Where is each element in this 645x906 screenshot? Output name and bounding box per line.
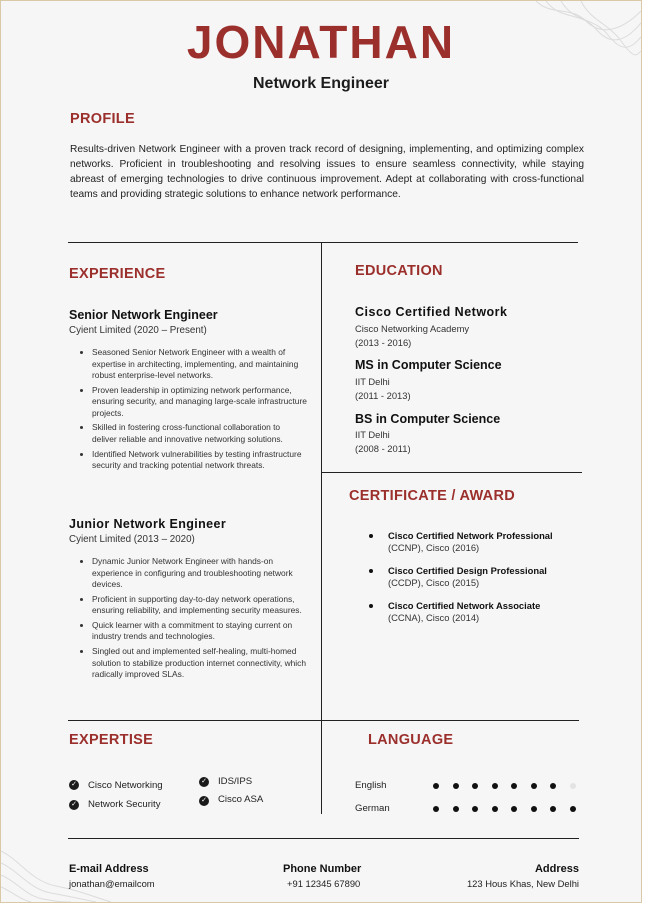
certificate-detail: (CCNA), Cisco (2014) <box>388 612 480 623</box>
phone-value[interactable]: +91 12345 67890 <box>287 878 361 889</box>
job-company: Cyient Limited (2020 – Present) <box>69 325 207 336</box>
check-circle-icon: ✓ <box>199 777 209 787</box>
education-years: (2013 - 2016) <box>355 337 412 348</box>
bullet-item: • Skilled in fostering cross-functional collaboration to deliver reliable and innovative networking solutions. <box>92 422 307 445</box>
job-bullets <box>69 347 307 475</box>
level-dot-filled <box>472 806 478 812</box>
level-dot-filled <box>433 783 439 789</box>
bullet-item: • Dynamic Junior Network Engineer with hands-on experience in configuring and troubleshooting network devices. <box>92 556 307 591</box>
education-degree: Cisco Certified Network <box>355 305 508 319</box>
email-label: E-mail Address <box>69 863 149 875</box>
level-dot-filled <box>472 783 478 789</box>
level-dot-filled <box>511 806 517 812</box>
job-title: Junior Network Engineer <box>69 517 227 531</box>
experience-heading: EXPERIENCE <box>69 266 166 282</box>
divider-middle <box>68 720 579 721</box>
level-dot-empty <box>570 783 576 789</box>
bullet-dot <box>369 534 373 538</box>
level-dot-filled <box>453 806 459 812</box>
phone-label: Phone Number <box>283 863 362 875</box>
level-dot-filled <box>492 783 498 789</box>
candidate-role: Network Engineer <box>252 75 390 92</box>
level-dot-filled <box>453 783 459 789</box>
address-label: Address <box>534 863 579 875</box>
divider-education <box>321 472 582 473</box>
bullet-item: • Proficient in supporting day-to-day network operations, ensuring reliability, and implementing security measures. <box>92 594 307 617</box>
language-heading: LANGUAGE <box>368 732 454 748</box>
education-school: IIT Delhi <box>355 429 390 440</box>
level-dot-filled <box>531 783 537 789</box>
level-dot-filled <box>511 783 517 789</box>
level-dot-filled <box>570 806 576 812</box>
expertise-heading: EXPERTISE <box>69 732 154 748</box>
level-dot-filled <box>550 783 556 789</box>
address-value: 123 Hous Khas, New Delhi <box>466 878 579 889</box>
check-circle-icon: ✓ <box>199 796 209 806</box>
level-dot-filled <box>531 806 537 812</box>
email-value[interactable]: jonathan@emailcom <box>69 878 155 889</box>
level-dot-filled <box>550 806 556 812</box>
job-bullets <box>69 556 307 684</box>
skill-item: Cisco ASA <box>218 794 264 805</box>
divider-top <box>68 242 578 243</box>
language-name: English <box>355 780 387 791</box>
certificate-name: Cisco Certified Network Professional <box>388 530 553 541</box>
profile-heading: PROFILE <box>70 111 135 127</box>
bullet-item: • Proven leadership in optimizing network performance, ensuring security, and managing large-scale infrastructure projects. <box>92 385 307 420</box>
education-degree: MS in Computer Science <box>355 358 502 372</box>
certificate-name: Cisco Certified Network Associate <box>388 600 541 611</box>
bullet-dot <box>369 569 373 573</box>
check-circle-icon: ✓ <box>69 800 79 810</box>
certificate-detail: (CCDP), Cisco (2015) <box>388 577 480 588</box>
certificate-detail: (CCNP), Cisco (2016) <box>388 542 480 553</box>
bullet-item: • Quick learner with a commitment to staying current on industry trends and technologies. <box>92 620 307 643</box>
certificate-name: Cisco Certified Design Professional <box>388 565 547 576</box>
bullet-item: • Singled out and implemented self-healing, multi-homed solution to stabilize production internet connectivity, which radically improved SLAs. <box>92 646 307 681</box>
level-dot-filled <box>492 806 498 812</box>
education-school: Cisco Networking Academy <box>355 323 470 334</box>
profile-text: Results-driven Network Engineer with a proven track record of designing, implementing, and optimizing complex networks. Proficient in troubleshooting and resolving issues to ensure seamless connectivity, while staying abreast of emerging technologies to drive continuous improvement. Adept at collaborating with cross-functional teams and providing strategic solutions to enhance network performance. <box>70 144 584 200</box>
education-degree: BS in Computer Science <box>355 412 501 426</box>
education-years: (2011 - 2013) <box>355 390 411 401</box>
candidate-name: JONATHAN <box>186 16 456 68</box>
skill-item: Network Security <box>88 799 161 810</box>
education-years: (2008 - 2011) <box>355 443 411 454</box>
education-school: IIT Delhi <box>355 376 390 387</box>
skill-item: IDS/IPS <box>218 776 253 787</box>
education-heading: EDUCATION <box>355 263 443 279</box>
bullet-item: • Seasoned Senior Network Engineer with a wealth of expertise in architecting, implementing, and maintaining robust enterprise-level networks. <box>92 347 307 382</box>
skill-item: Cisco Networking <box>88 780 163 791</box>
certificate-heading: CERTIFICATE / AWARD <box>349 488 515 504</box>
bullet-dot <box>369 604 373 608</box>
job-company: Cyient Limited (2013 – 2020) <box>69 534 195 545</box>
language-name: German <box>355 803 390 814</box>
divider-bottom <box>68 838 579 839</box>
check-circle-icon: ✓ <box>69 780 79 790</box>
job-title: Senior Network Engineer <box>69 308 218 322</box>
bullet-item: • Identified Network vulnerabilities by testing infrastructure security and tracking potential network threats. <box>92 449 307 472</box>
level-dot-filled <box>433 806 439 812</box>
divider-vertical <box>321 242 322 814</box>
